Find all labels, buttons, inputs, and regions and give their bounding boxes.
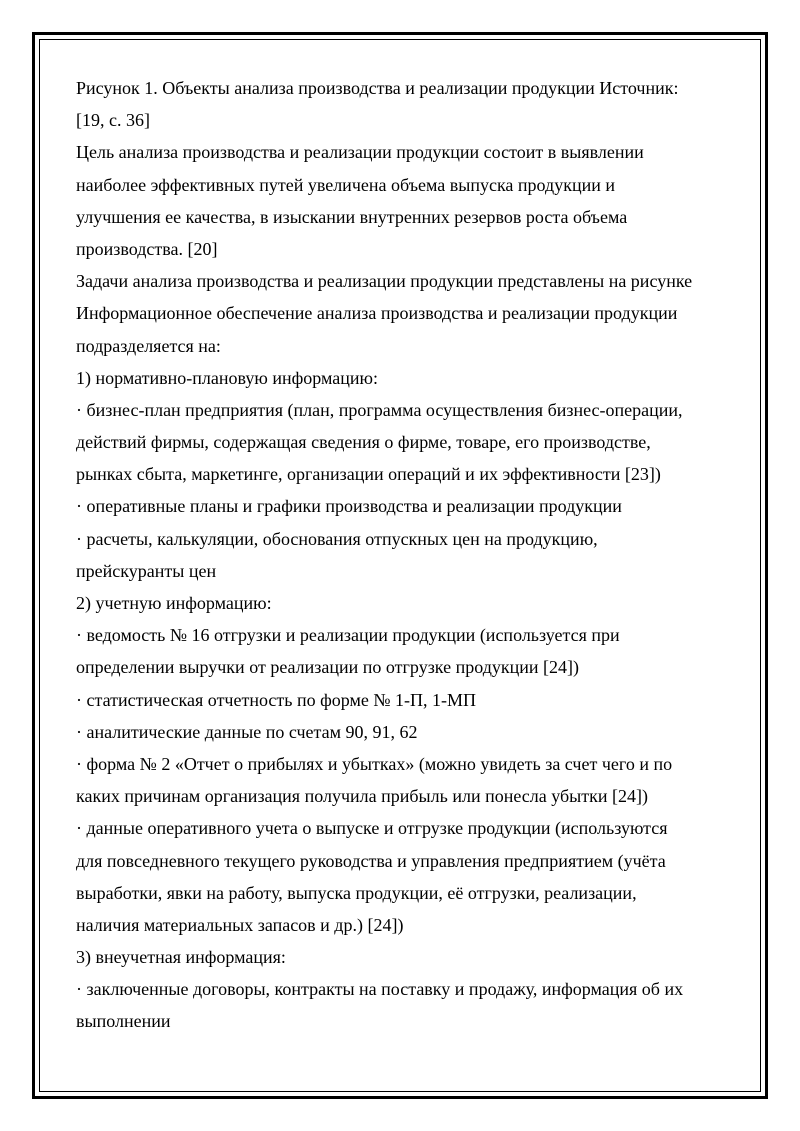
paragraph-info-line-2: подразделяется на: xyxy=(76,335,221,356)
list-item-line: определении выручки от реализации по отгрузке продукции [24]) xyxy=(76,657,579,678)
list-item-line: каких причинам организация получила прибыль или понесла убытки [24]) xyxy=(76,786,648,807)
list-item-line: · бизнес-план предприятия (план, программа осуществления бизнес-операции, xyxy=(76,399,683,420)
list-item-line: · заключенные договоры, контракты на поставку и продажу, информация об их xyxy=(76,979,684,1000)
list-item-line: рынках сбыта, маркетинге, организации операций и их эффективности [23]) xyxy=(76,464,661,485)
figure-caption-line-2: [19, с. 36] xyxy=(76,110,150,131)
list-item-line: выполнении xyxy=(76,1011,171,1032)
paragraph-goal-line-4: производства. [20] xyxy=(76,238,218,259)
list-item-line: наличия материальных запасов и др.) [24]) xyxy=(76,914,404,935)
list-heading-non-accounting: 3) внеучетная информация: xyxy=(76,947,286,968)
list-heading-accounting: 2) учетную информацию: xyxy=(76,593,272,613)
paragraph-tasks-line: Задачи анализа производства и реализации продукции представлены на рисунке xyxy=(76,271,693,292)
list-item-line: · статистическая отчетность по форме № 1-П, 1-МП xyxy=(76,689,477,710)
list-item-line: действий фирмы, содержащая сведения о фирме, товаре, его производстве, xyxy=(76,432,651,453)
paragraph-goal-line-2: наиболее эффективных путей увеличена объема выпуска продукции и xyxy=(76,174,615,195)
paragraph-goal-line-1: Цель анализа производства и реализации продукции состоит в выявлении xyxy=(76,142,644,163)
list-item-line: · форма № 2 «Отчет о прибылях и убытках» (можно увидеть за счет чего и по xyxy=(76,753,673,774)
list-item-line: · расчеты, калькуляции, обоснования отпускных цен на продукцию, xyxy=(76,528,598,549)
paragraph-info-line-1: Информационное обеспечение анализа производства и реализации продукции xyxy=(76,303,678,324)
list-item-line: · данные оперативного учета о выпуске и отгрузке продукции (используются xyxy=(76,818,668,839)
list-item-line: · оперативные планы и графики производства и реализации продукции xyxy=(76,496,622,517)
figure-caption-line-1: Рисунок 1. Объекты анализа производства и реализации продукции Источник: xyxy=(76,78,679,98)
document-body xyxy=(76,72,736,1038)
list-item-line: прейскуранты цен xyxy=(76,560,217,581)
list-item-line: · аналитические данные по счетам 90, 91, 62 xyxy=(76,721,418,742)
list-item-line: · ведомость № 16 отгрузки и реализации продукции (используется при xyxy=(76,625,620,646)
list-item-line: выработки, явки на работу, выпуска продукции, её отгрузки, реализации, xyxy=(76,882,637,903)
list-item-line: для повседневного текущего руководства и управления предприятием (учёта xyxy=(76,850,666,871)
paragraph-goal-line-3: улучшения ее качества, в изыскании внутренних резервов роста объема xyxy=(76,206,628,227)
list-heading-normative: 1) нормативно-плановую информацию: xyxy=(76,367,378,388)
